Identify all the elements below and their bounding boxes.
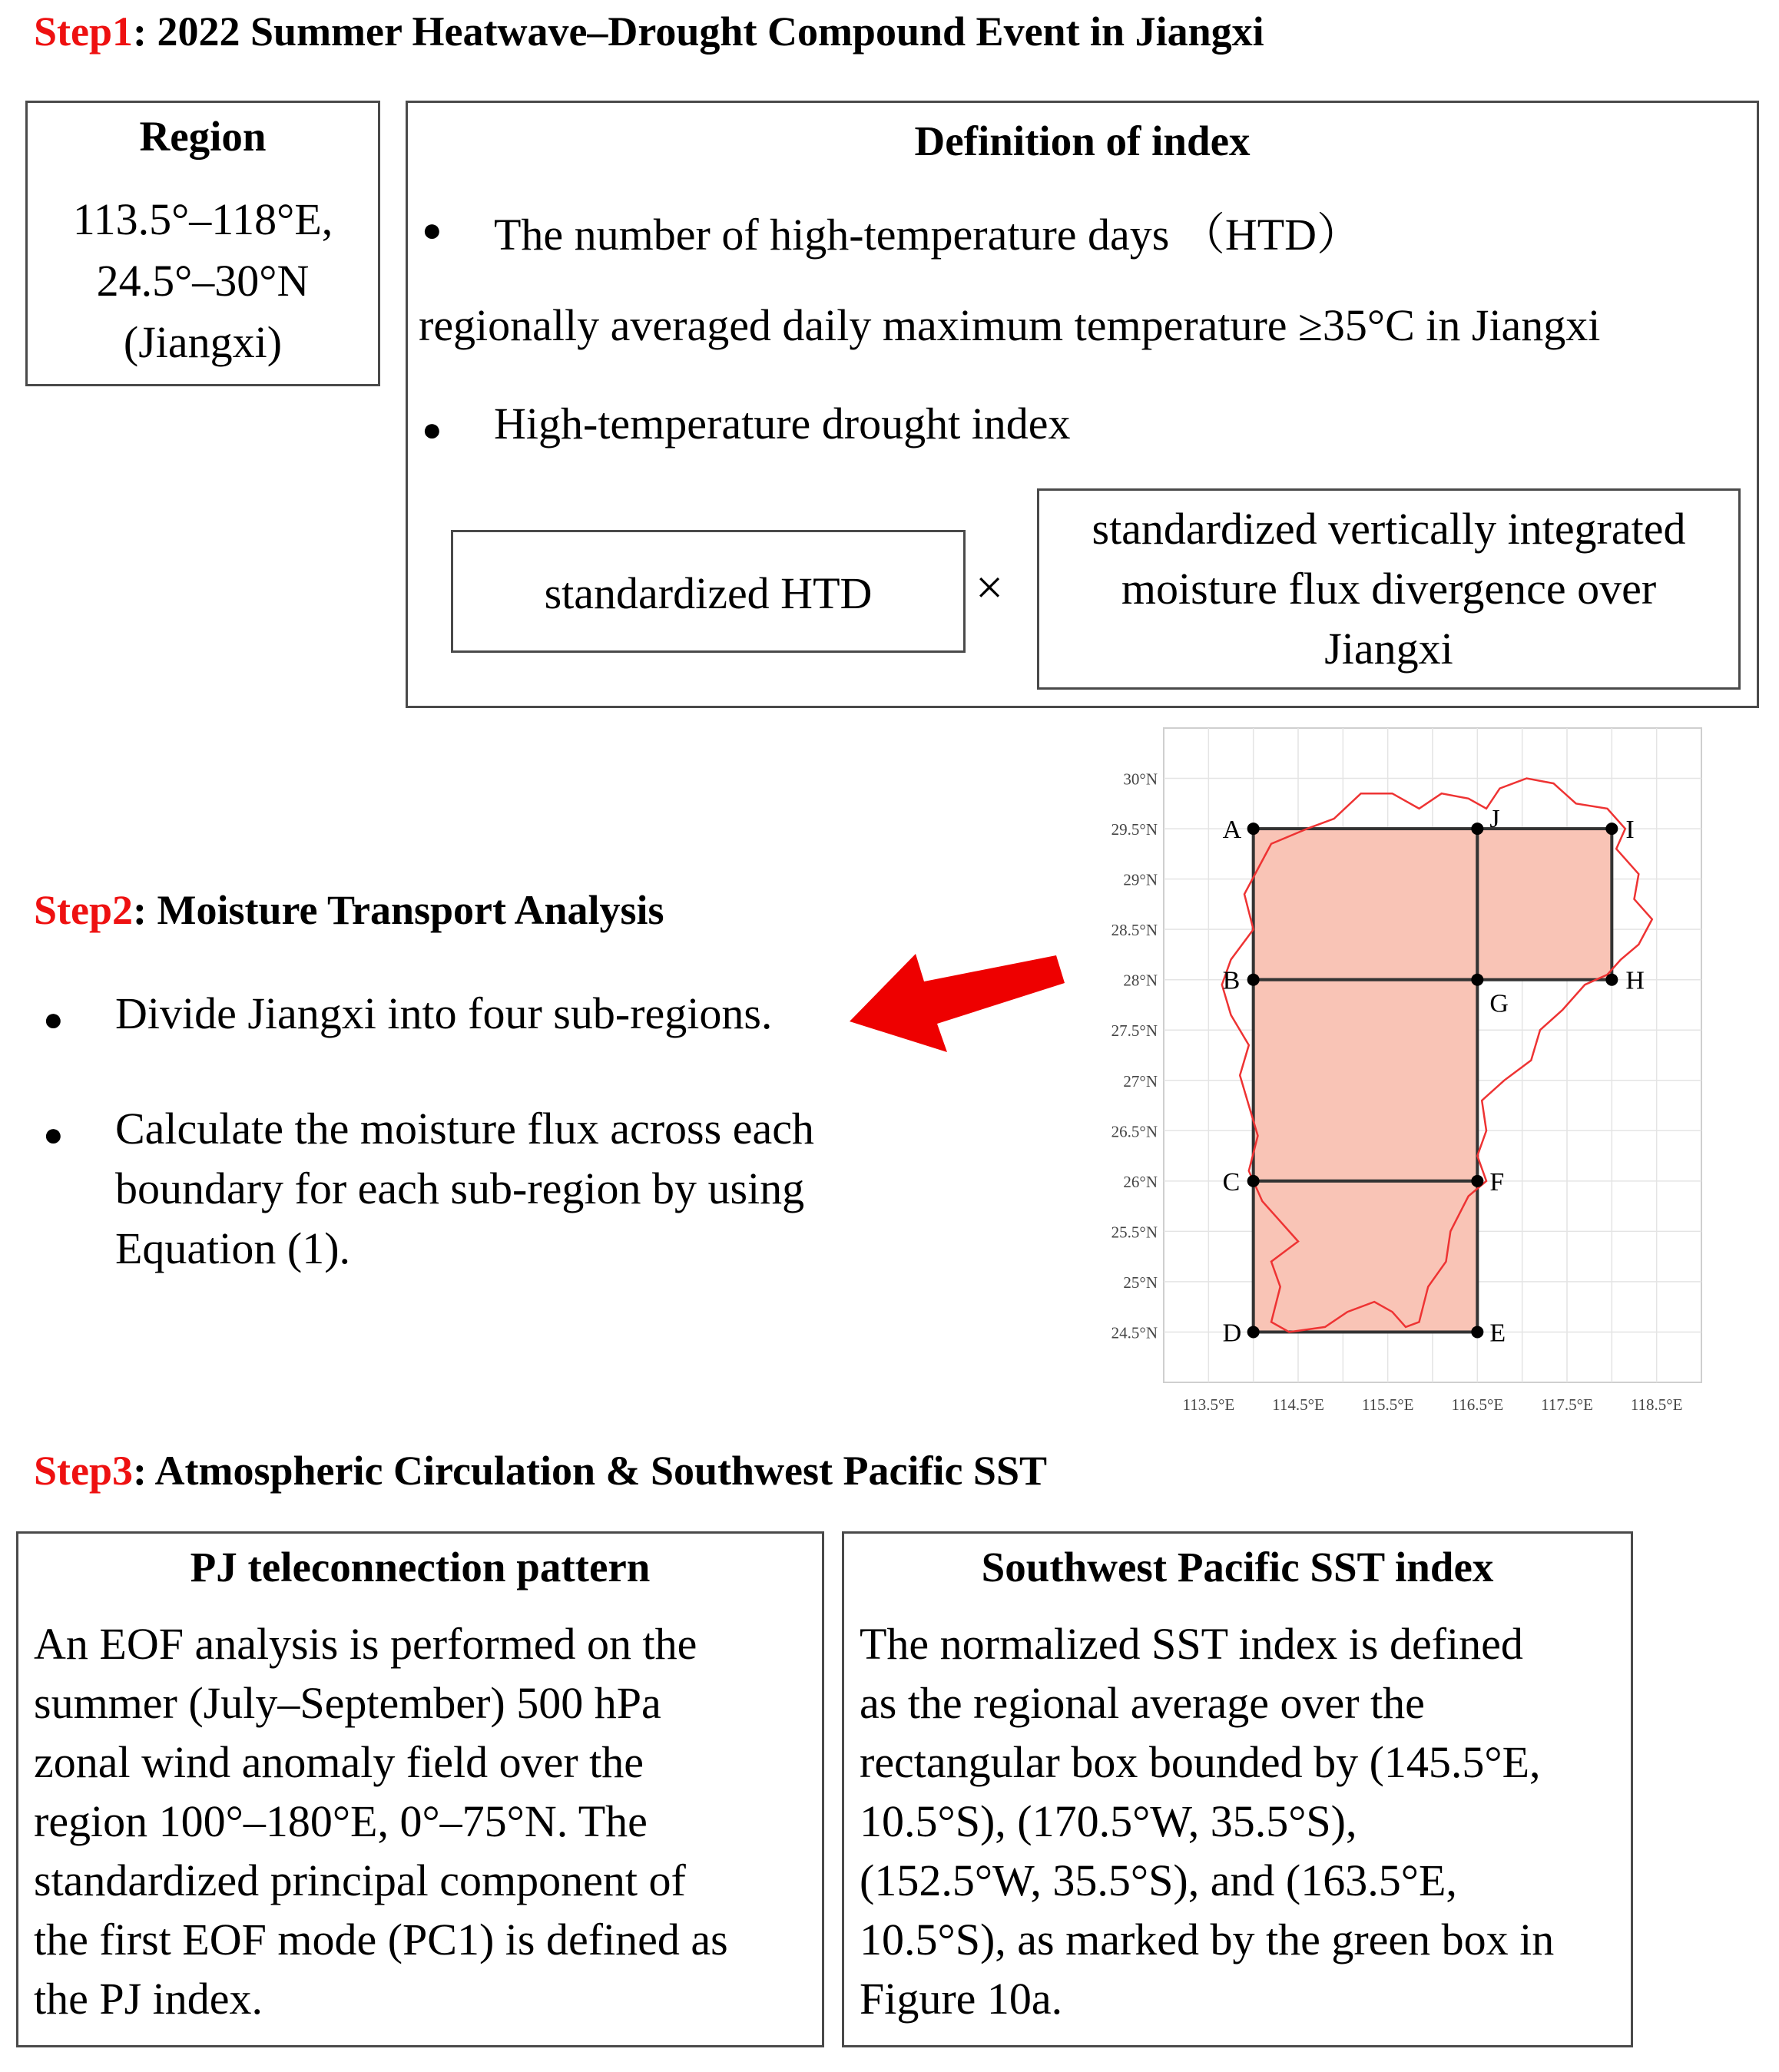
point-label: G bbox=[1489, 989, 1509, 1018]
bullet-dot: ● bbox=[43, 1001, 64, 1038]
subregion-rect bbox=[1254, 980, 1478, 1181]
lat-tick-label: 26°N bbox=[1123, 1172, 1158, 1191]
step2-bullet-2-line3: Equation (1). bbox=[115, 1223, 351, 1273]
region-lat: 24.5°–30°N bbox=[96, 256, 310, 306]
point-label: J bbox=[1489, 805, 1500, 834]
pj-text-line: standardized principal component of bbox=[34, 1855, 686, 1905]
moisture-flux-box bbox=[1037, 488, 1741, 690]
step1-label: Step1 bbox=[34, 8, 134, 55]
moisture-flux-line1: standardized vertically integrated bbox=[1092, 504, 1686, 554]
lon-tick-label: 117.5°E bbox=[1541, 1395, 1593, 1414]
lat-tick-label: 28.5°N bbox=[1111, 921, 1158, 940]
sst-index-box bbox=[842, 1531, 1633, 2047]
lat-tick-label: 25.5°N bbox=[1111, 1223, 1158, 1242]
subregion-rect bbox=[1254, 1181, 1478, 1332]
step2-title bbox=[34, 886, 664, 934]
pj-text-line: An EOF analysis is performed on the bbox=[34, 1619, 697, 1669]
step2-bullet-1: Divide Jiangxi into four sub-regions. bbox=[115, 988, 773, 1038]
step2-bullet-2-line2: boundary for each sub-region by using bbox=[115, 1163, 805, 1213]
point-marker bbox=[1471, 823, 1483, 835]
point-marker bbox=[1471, 1175, 1483, 1187]
moisture-flux-line3: Jiangxi bbox=[1324, 624, 1453, 674]
sst-text-line: 10.5°S), as marked by the green box in bbox=[860, 1915, 1555, 1964]
lon-tick-label: 115.5°E bbox=[1361, 1395, 1414, 1414]
drought-index-definition: High-temperature drought index bbox=[494, 399, 1071, 448]
pj-heading: PJ teleconnection pattern bbox=[190, 1544, 651, 1590]
point-marker bbox=[1247, 1175, 1260, 1187]
point-marker bbox=[1247, 823, 1260, 835]
sst-text-line: as the regional average over the bbox=[860, 1678, 1425, 1728]
point-label: B bbox=[1222, 966, 1241, 995]
point-marker bbox=[1605, 823, 1618, 835]
step2-label: Step2 bbox=[34, 887, 134, 933]
jiangxi-subregion-map bbox=[1060, 722, 1721, 1428]
lat-tick-label: 27°N bbox=[1123, 1071, 1158, 1091]
red-arrow-icon bbox=[845, 945, 1068, 1060]
point-label: I bbox=[1625, 816, 1635, 845]
bullet-dot: ● bbox=[422, 411, 442, 448]
lon-tick-label: 116.5°E bbox=[1451, 1395, 1504, 1414]
definition-heading: Definition of index bbox=[914, 118, 1251, 164]
sst-text-line: rectangular box bounded by (145.5°E, bbox=[860, 1737, 1541, 1787]
lat-tick-label: 28°N bbox=[1123, 971, 1158, 990]
step3-title bbox=[34, 1447, 1047, 1494]
bullet-dot: ● bbox=[422, 211, 442, 249]
point-label: A bbox=[1222, 816, 1242, 845]
point-marker bbox=[1247, 974, 1260, 986]
subregion-rect bbox=[1477, 829, 1612, 980]
lat-tick-label: 26.5°N bbox=[1111, 1122, 1158, 1141]
step1-title-text: : 2022 Summer Heatwave–Drought Compound Event in Jiangxi bbox=[133, 8, 1264, 55]
lat-tick-label: 29.5°N bbox=[1111, 820, 1158, 839]
subregion-rect bbox=[1254, 829, 1478, 980]
htd-description: regionally averaged daily maximum temperature ≥35°C in Jiangxi bbox=[419, 300, 1601, 350]
point-marker bbox=[1247, 1326, 1260, 1338]
lat-tick-label: 29°N bbox=[1123, 870, 1158, 889]
region-heading: Region bbox=[139, 113, 267, 160]
pj-text-line: the first EOF mode (PC1) is defined as bbox=[34, 1915, 728, 1964]
point-label: E bbox=[1489, 1319, 1506, 1348]
sst-text-line: (152.5°W, 35.5°S), and (163.5°E, bbox=[860, 1855, 1457, 1905]
pj-pattern-box bbox=[16, 1531, 824, 2047]
step2-bullet-2-line1: Calculate the moisture flux across each bbox=[115, 1104, 814, 1154]
point-marker bbox=[1471, 1326, 1483, 1338]
bullet-dot: ● bbox=[43, 1116, 64, 1154]
region-name: (Jiangxi) bbox=[123, 317, 283, 367]
point-marker bbox=[1605, 974, 1618, 986]
point-label: H bbox=[1625, 966, 1645, 995]
standardized-htd-box bbox=[451, 530, 966, 653]
lat-tick-label: 30°N bbox=[1123, 770, 1158, 789]
point-marker bbox=[1471, 974, 1483, 986]
point-label: D bbox=[1222, 1319, 1242, 1348]
step3-label: Step3 bbox=[34, 1448, 134, 1494]
multiply-operator: × bbox=[976, 560, 1004, 614]
standardized-htd-label: standardized HTD bbox=[544, 568, 873, 618]
step2-title-text: : Moisture Transport Analysis bbox=[133, 887, 664, 933]
lon-tick-label: 114.5°E bbox=[1272, 1395, 1324, 1414]
lat-tick-label: 27.5°N bbox=[1111, 1021, 1158, 1041]
htd-definition: The number of high-temperature days （HTD） bbox=[494, 210, 1362, 260]
pj-text-line: zonal wind anomaly field over the bbox=[34, 1737, 644, 1787]
pj-text-line: summer (July–September) 500 hPa bbox=[34, 1678, 661, 1728]
region-lon: 113.5°–118°E, bbox=[72, 194, 333, 244]
step3-title-text: : Atmospheric Circulation & Southwest Pacific SST bbox=[133, 1448, 1047, 1494]
sst-text-line: 10.5°S), (170.5°W, 35.5°S), bbox=[860, 1796, 1357, 1846]
pj-text-line: the PJ index. bbox=[34, 1974, 263, 2024]
lat-tick-label: 24.5°N bbox=[1111, 1323, 1158, 1342]
lon-tick-label: 113.5°E bbox=[1182, 1395, 1235, 1414]
sst-heading: Southwest Pacific SST index bbox=[981, 1544, 1494, 1590]
sst-text-line: The normalized SST index is defined bbox=[860, 1619, 1523, 1669]
point-label: F bbox=[1489, 1167, 1505, 1197]
moisture-flux-line2: moisture flux divergence over bbox=[1121, 564, 1657, 614]
step1-title bbox=[34, 8, 1264, 55]
pj-text-line: region 100°–180°E, 0°–75°N. The bbox=[34, 1796, 648, 1846]
lon-tick-label: 118.5°E bbox=[1630, 1395, 1683, 1414]
point-label: C bbox=[1222, 1167, 1241, 1197]
sst-text-line: Figure 10a. bbox=[860, 1974, 1063, 2024]
lat-tick-label: 25°N bbox=[1123, 1273, 1158, 1292]
region-box bbox=[25, 101, 380, 386]
